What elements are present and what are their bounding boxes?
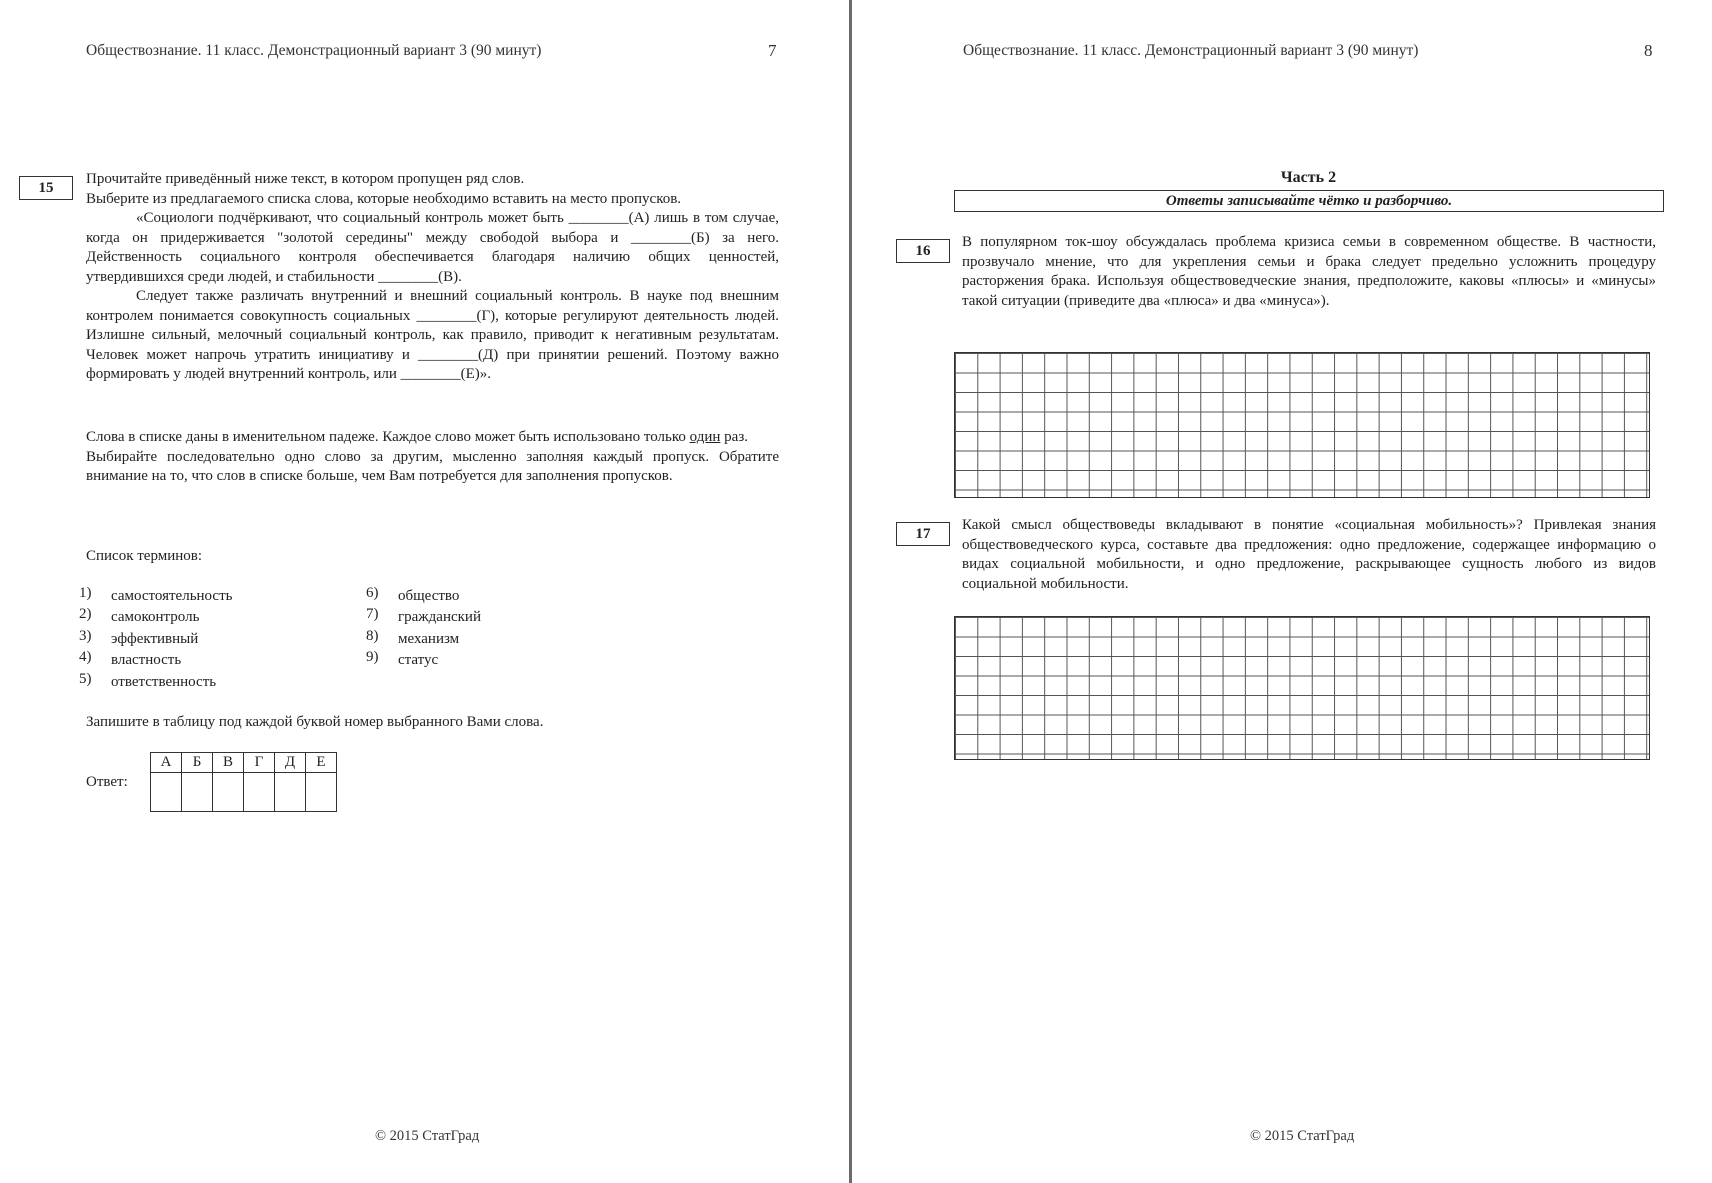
answer-cell[interactable] bbox=[151, 773, 182, 812]
answer-letter: А bbox=[151, 753, 182, 773]
task-number-box: 15 bbox=[19, 176, 73, 200]
note-paragraph: Выбирайте последовательно одно слово за другим, мысленно заполняя каждый пропуск. Обратите внимание на то, что слов в списке больше, чем Вам потребуется для заполнения пропусков. bbox=[86, 448, 779, 484]
part-note: Ответы записывайте чётко и разборчиво. bbox=[954, 190, 1664, 212]
task-number-box: 17 bbox=[896, 522, 950, 546]
answer-letter: Д bbox=[275, 753, 306, 773]
instruction-line: Прочитайте приведённый ниже текст, в котором пропущен ряд слов. bbox=[86, 171, 525, 187]
note-paragraph: Слова в списке даны в именительном падеже. Каждое слово может быть использовано только один раз. bbox=[86, 429, 748, 445]
answer-letter: Б bbox=[182, 753, 213, 773]
answer-cell[interactable] bbox=[213, 773, 244, 812]
terms-heading: Список терминов: bbox=[86, 548, 203, 564]
answer-letter: В bbox=[213, 753, 244, 773]
table-instruction: Запишите в таблицу под каждой буквой номер выбранного Вами слова. bbox=[86, 714, 544, 730]
answer-letter: Е bbox=[306, 753, 337, 773]
answer-cell[interactable] bbox=[306, 773, 337, 812]
text-paragraph: «Социологи подчёркивают, что социальный контроль может быть ________(А) лишь в том случае, когда он придерживается "золотой середины" между свободой выбора и ________(Б) за него. Действенность социального контроля обеспечивается благодаря наличию общих ценностей, утвердившихся среди людей, и стабильности ________(В). bbox=[86, 210, 779, 285]
terms-list: 1) самостоятельность 2) самоконтроль 3) эффективный 4) властность 5) ответственность 6) общество 7) гражданский 8) механизм 9) статус bbox=[79, 585, 481, 690]
underlined-word: один bbox=[689, 429, 721, 445]
task-16-text: В популярном ток-шоу обсуждалась проблема кризиса семьи в современном обществе. В частности, прозвучало мнение, что для укрепления семьи и брака следует предельно усложнить процедуру расторжения брака. Используя обществоведческие знания, предположите, каковы «плюсы» и «минусы» такой ситуации (приведите два «плюса» и два «минуса»). bbox=[962, 234, 1656, 309]
answer-grid[interactable] bbox=[954, 352, 1650, 498]
page-header: Обществознание. 11 класс. Демонстрационный вариант 3 (90 минут) bbox=[86, 42, 542, 59]
answer-letter: Г bbox=[244, 753, 275, 773]
answer-cell[interactable] bbox=[182, 773, 213, 812]
part-title: Часть 2 bbox=[1280, 169, 1337, 186]
answer-table bbox=[150, 752, 337, 812]
right-page bbox=[852, 0, 1712, 1183]
page-footer: © 2015 СтатГрад bbox=[375, 1128, 480, 1144]
text-paragraph: Следует также различать внутренний и внешний социальный контроль. В науке под внешним контролем понимается совокупность социальных ________(Г), которые регулируют деятельность людей. Излишне сильный, мелочный социальный контроль, как правило, приводит к негативным результатам. Человек может напрочь утратить инициативу и ________(Д) при принятии решений. Поэтому важно формировать у людей внутренний контроль, или ________(Е)». bbox=[86, 288, 779, 382]
answer-cell[interactable] bbox=[244, 773, 275, 812]
page-header: Обществознание. 11 класс. Демонстрационный вариант 3 (90 минут) bbox=[963, 42, 1419, 59]
page-number: 7 bbox=[768, 41, 777, 60]
answer-grid[interactable] bbox=[954, 616, 1650, 760]
task-17-text: Какой смысл обществоведы вкладывают в понятие «социальная мобильность»? Привлекая знания обществоведческого курса, составьте два предложения: одно предложение, содержащее информацию о видах социальной мобильности, и одно предложение, раскрывающее сущность любого из видов социальной мобильности. bbox=[962, 517, 1656, 592]
page-number: 8 bbox=[1644, 41, 1653, 60]
task-15-notes bbox=[86, 428, 779, 487]
instruction-line: Выберите из предлагаемого списка слова, которые необходимо вставить на место пропусков. bbox=[86, 190, 682, 207]
left-page bbox=[0, 0, 849, 1183]
page-footer: © 2015 СтатГрад bbox=[1250, 1128, 1355, 1144]
task-number-box: 16 bbox=[896, 239, 950, 263]
task-15-body bbox=[86, 170, 779, 385]
answer-label: Ответ: bbox=[86, 774, 128, 790]
answer-cell[interactable] bbox=[275, 773, 306, 812]
